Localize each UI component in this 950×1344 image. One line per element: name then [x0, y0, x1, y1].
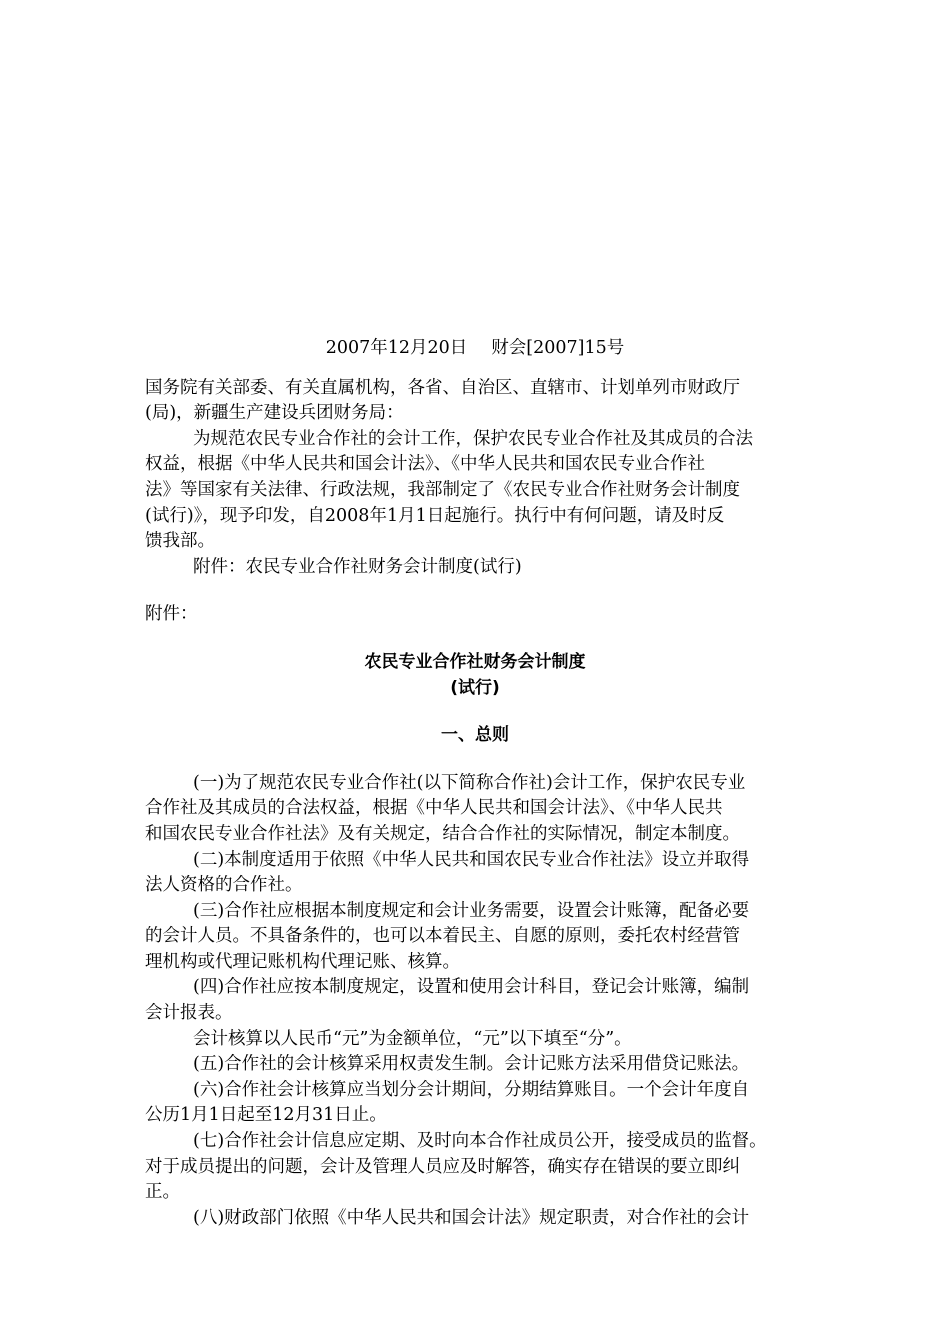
attachment-note: 附件：农民专业合作社财务会计制度(试行): [193, 556, 522, 577]
section-body-line: (二)本制度适用于依照《中华人民共和国农民专业合作社法》设立并取得: [193, 849, 750, 870]
notice-body-line-3: 法》等国家有关法律、行政法规，我部制定了《农民专业合作社财务会计制度: [145, 479, 740, 500]
section-body-line: (八)财政部门依照《中华人民共和国会计法》规定职责，对合作社的会计: [193, 1207, 750, 1228]
attachment-label: 附件：: [145, 604, 198, 625]
section-body-line: 公历1月1日起至12月31日止。: [145, 1105, 387, 1126]
section-body: [145, 771, 825, 1232]
section-body-line: (六)合作社会计核算应当划分会计期间，分期结算账目。一个会计年度自: [193, 1079, 750, 1100]
section-body-line: (一)为了规范农民专业合作社(以下简称合作社)会计工作，保护农民专业: [193, 772, 746, 793]
section-body-line: 会计核算以人民币“元”为金额单位，“元”以下填至“分”。: [193, 1028, 632, 1049]
issue-date: 2007年12月20日: [325, 338, 468, 358]
section-body-line: 会计报表。: [145, 1003, 233, 1024]
section-body-line: 法人资格的合作社。: [145, 875, 303, 896]
attachment-subtitle: (试行): [450, 677, 500, 698]
document-number: 财会[2007]15号: [491, 338, 625, 358]
notice-body-line-2: 权益，根据《中华人民共和国会计法》、《中华人民共和国农民专业合作社: [145, 454, 705, 475]
section-body-line: 合作社及其成员的合法权益，根据《中华人民共和国会计法》、《中华人民共: [145, 798, 723, 819]
section-body-line: (三)合作社应根据本制度规定和会计业务需要，设置会计账簿，配备必要: [193, 900, 750, 921]
notice-body-line-1: 为规范农民专业合作社的会计工作，保护农民专业合作社及其成员的合法: [193, 428, 753, 449]
section-body-line: (五)合作社的会计核算采用权责发生制。会计记账方法采用借贷记账法。: [193, 1054, 750, 1075]
document-page: [145, 336, 825, 1231]
section-title: 一、总则: [441, 725, 509, 746]
section-body-line: 和国农民专业合作社法》及有关规定，结合合作社的实际情况，制定本制度。: [145, 823, 740, 844]
section-body-line: 的会计人员。不具备条件的，也可以本着民主、自愿的原则，委托农村经营管: [145, 926, 740, 947]
section-body-line: 正。: [145, 1182, 180, 1203]
addressee-line-2: (局)，新疆生产建设兵团财务局：: [145, 403, 404, 424]
section-body-line: 对于成员提出的问题，会计及管理人员应及时解答，确实存在错误的要立即纠: [145, 1156, 740, 1177]
section-body-line: (七)合作社会计信息应定期、及时向本合作社成员公开，接受成员的监督。: [193, 1131, 767, 1152]
attachment-title: 农民专业合作社财务会计制度: [364, 651, 586, 672]
date-and-doc-number-line: [145, 336, 805, 362]
notice-body-line-4: (试行)》，现予印发，自2008年1月1日起施行。执行中有何问题，请及时反: [145, 505, 725, 526]
addressee-line-1: 国务院有关部委、有关直属机构，各省、自治区、直辖市、计划单列市财政厅: [145, 377, 740, 398]
notice-body-line-5: 馈我部。: [145, 531, 215, 552]
section-body-line: (四)合作社应按本制度规定，设置和使用会计科目，登记会计账簿，编制: [193, 977, 750, 998]
section-body-line: 理机构或代理记账机构代理记账、核算。: [145, 951, 460, 972]
